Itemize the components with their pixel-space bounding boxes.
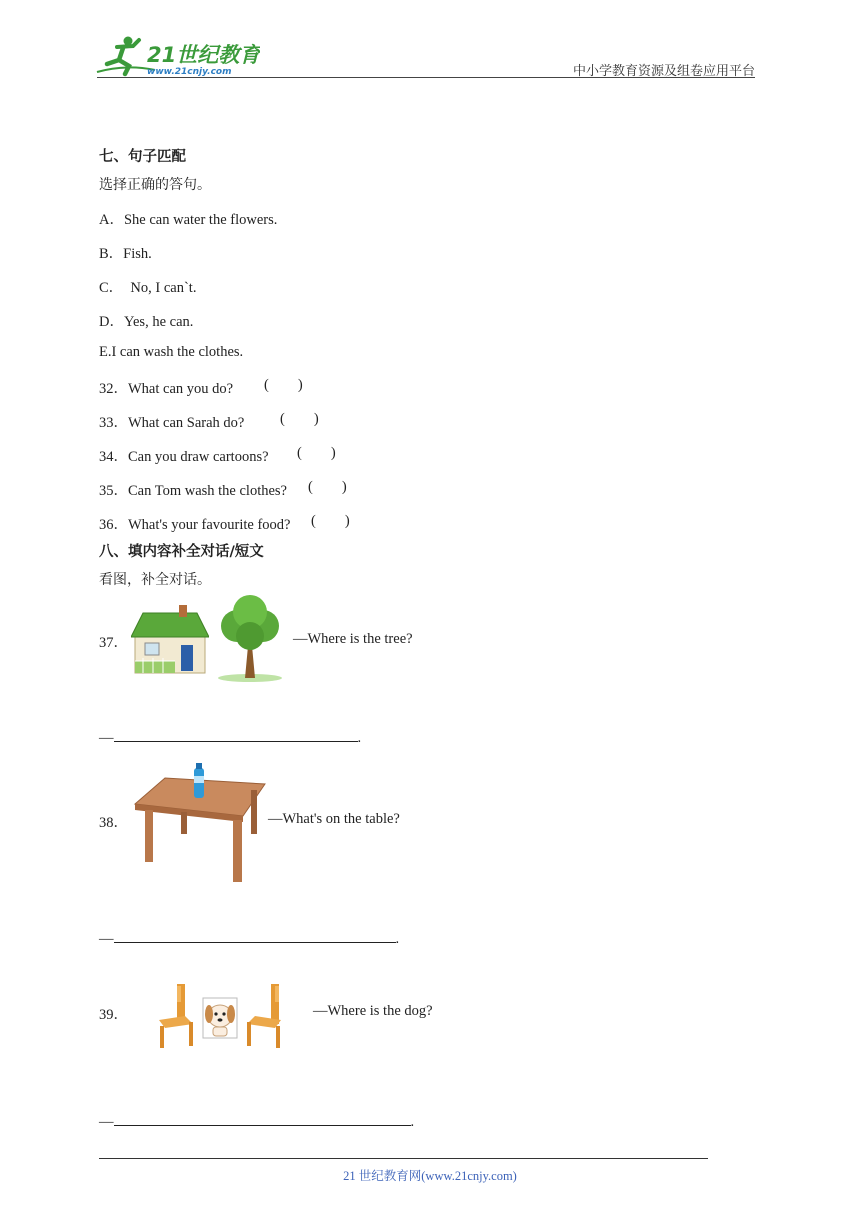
item-37-prompt: —Where is the tree? bbox=[293, 631, 413, 647]
logo-url: www.21cnjy.com bbox=[147, 67, 232, 77]
item-37-number: 37． bbox=[99, 635, 128, 651]
item-38-prompt: —What's on the table? bbox=[268, 811, 400, 827]
chairs-dog-image bbox=[155, 982, 285, 1050]
option-d: D．Yes, he can. bbox=[99, 314, 194, 330]
answer-paren-32[interactable]: ( ) bbox=[264, 377, 303, 393]
section-7-title: 七、句子匹配 bbox=[99, 149, 186, 165]
question-number: 35． bbox=[99, 483, 128, 499]
answer-blank-38[interactable] bbox=[114, 928, 396, 943]
answer-dash: — bbox=[99, 931, 114, 947]
section-8-title: 八、填内容补全对话/短文 bbox=[99, 544, 264, 560]
question-34 bbox=[99, 445, 269, 466]
question-text: What can you do? bbox=[128, 381, 234, 397]
question-text: Can Tom wash the clothes? bbox=[128, 483, 287, 499]
item-38-number: 38． bbox=[99, 815, 128, 831]
footer-link[interactable]: 21 世纪教育网(www.21cnjy.com) bbox=[343, 1169, 517, 1183]
answer-paren-36[interactable]: ( ) bbox=[311, 513, 350, 529]
item-37-answer-line bbox=[99, 727, 361, 747]
question-number: 33． bbox=[99, 415, 128, 431]
option-e: E.I can wash the clothes. bbox=[99, 344, 244, 360]
table-bottle-image bbox=[131, 762, 267, 884]
tree-image bbox=[215, 594, 285, 682]
question-number: 32． bbox=[99, 381, 128, 397]
option-a: A．She can water the flowers. bbox=[99, 212, 278, 228]
answer-paren-35[interactable]: ( ) bbox=[308, 479, 347, 495]
question-35 bbox=[99, 479, 287, 500]
question-32 bbox=[99, 377, 233, 398]
section-7-instruction: 选择正确的答句。 bbox=[99, 177, 211, 193]
answer-period: . bbox=[395, 931, 400, 947]
header-platform-text: 中小学教育资源及组卷应用平台 bbox=[572, 64, 755, 79]
question-36 bbox=[99, 513, 290, 534]
footer-divider bbox=[99, 1158, 708, 1159]
question-number: 36． bbox=[99, 517, 128, 533]
answer-dash: — bbox=[99, 1114, 114, 1130]
answer-blank-37[interactable] bbox=[114, 727, 358, 742]
section-8-instruction: 看图，补全对话。 bbox=[99, 572, 211, 588]
site-logo bbox=[95, 34, 260, 78]
question-text: Can you draw cartoons? bbox=[128, 449, 269, 465]
item-38-answer-line bbox=[99, 928, 399, 948]
answer-paren-33[interactable]: ( ) bbox=[280, 411, 319, 427]
question-text: What's your favourite food? bbox=[128, 517, 291, 533]
header-divider bbox=[97, 77, 755, 78]
house-image bbox=[131, 603, 209, 675]
answer-period: . bbox=[410, 1114, 415, 1130]
answer-paren-34[interactable]: ( ) bbox=[297, 445, 336, 461]
answer-dash: — bbox=[99, 730, 114, 746]
option-b: B．Fish. bbox=[99, 246, 152, 262]
answer-blank-39[interactable] bbox=[114, 1111, 411, 1126]
answer-period: . bbox=[357, 730, 362, 746]
item-39-prompt: —Where is the dog? bbox=[313, 1003, 433, 1019]
option-c: C． No, I can`t. bbox=[99, 280, 197, 296]
question-text: What can Sarah do? bbox=[128, 415, 245, 431]
logo-title: 21世纪教育 bbox=[147, 43, 260, 67]
item-39-number: 39． bbox=[99, 1007, 128, 1023]
question-number: 34． bbox=[99, 449, 128, 465]
question-33 bbox=[99, 411, 244, 432]
item-39-answer-line bbox=[99, 1111, 414, 1131]
